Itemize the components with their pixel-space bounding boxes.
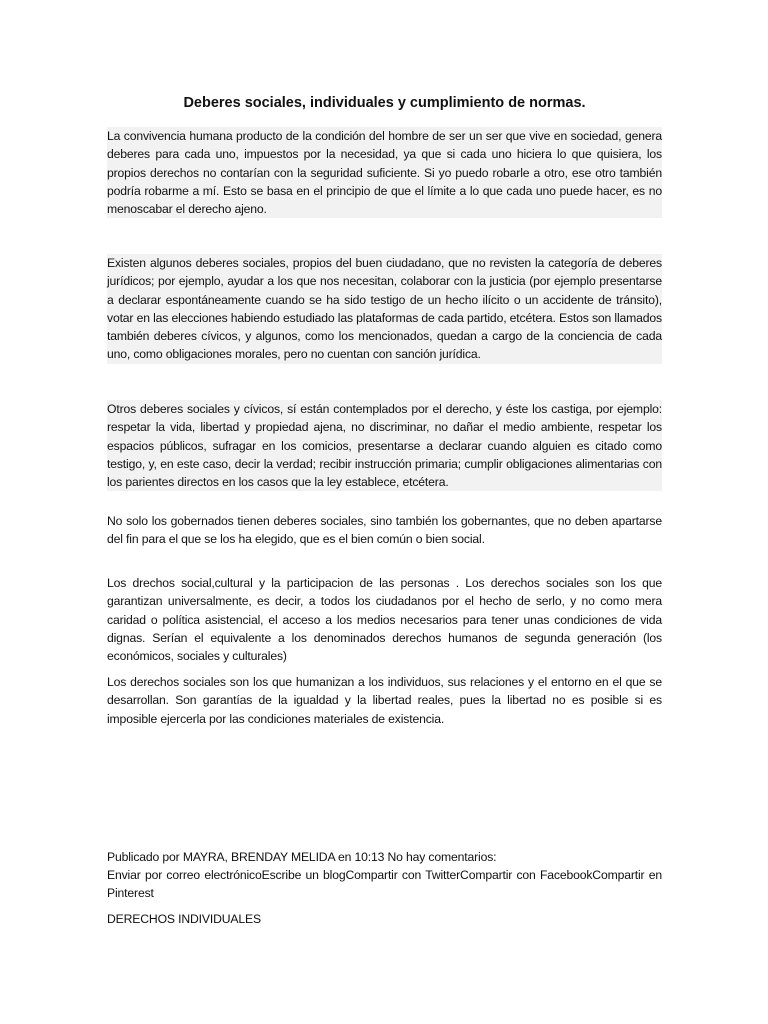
paragraph-convivencia: La convivencia humana producto de la condición del hombre de ser un ser que vive en sociedad, genera deberes para cada uno, impuestos por la necesidad, ya que si cada uno hiciera lo que quisiera, los propios derechos no contarían con la seguridad suficiente. Si yo puedo robarle a otro, ese otro también podría robarme a mí. Esto se basa en el principio de que el límite a lo que cada uno puede hacer, es no menoscabar el derecho ajeno. bbox=[107, 127, 662, 218]
section-heading-derechos-individuales: DERECHOS INDIVIDUALES bbox=[107, 912, 261, 926]
document-title: Deberes sociales, individuales y cumplimiento de normas. bbox=[183, 95, 586, 111]
paragraph-derechos-sociales: Los drechos social,cultural y la participacion de las personas . Los derechos sociales son los que garantizan universalmente, es decir, a todos los ciudadanos por el hecho de serlo, y no como mera caridad o política asistencial, el acceso a los medios necesarios para tener unas condiciones de vida dignas. Serían el equivalente a los denominados derechos humanos de segunda generación (los económicos, sociales y culturales) bbox=[107, 576, 662, 664]
paragraph-deberes-civicos: Existen algunos deberes sociales, propios del buen ciudadano, que no revisten la categoría de deberes jurídicos; por ejemplo, ayudar a los que nos necesitan, colaborar con la justicia (por ejemplo presentarse a declarar espontáneamente cuando se ha sido testigo de un hecho ilícito o un accidente de tránsito), votar en las elecciones habiendo estudiado las plataformas de cada partido, etcétera. Estos son llamados también deberes cívicos, y algunos, como los mencionados, quedan a cargo de la conciencia de cada uno, como obligaciones morales, pero no cuentan con sanción jurídica. bbox=[107, 254, 662, 364]
share-links[interactable]: Enviar por correo electrónicoEscribe un blogCompartir con TwitterCompartir con FacebookCompartir en Pinterest bbox=[107, 868, 662, 901]
published-by-line: Publicado por MAYRA, BRENDAY MELIDA en 10:13 No hay comentarios: bbox=[107, 850, 497, 864]
paragraph-gobernantes: No solo los gobernados tienen deberes sociales, sino también los gobernantes, que no deben apartarse del fin para el que se los ha elegido, que es el bien común o bien social. bbox=[107, 514, 662, 547]
paragraph-deberes-juridicos: Otros deberes sociales y cívicos, sí están contemplados por el derecho, y éste los castiga, por ejemplo: respetar la vida, libertad y propiedad ajena, no discriminar, no dañar el medio ambiente, respetar los espacios públicos, sufragar en los comicios, presentarse a declarar cuando alguien es citado como testigo, y, en este caso, decir la verdad; recibir instrucción primaria; cumplir obligaciones alimentarias con los parientes directos en los casos que la ley establece, etcétera. bbox=[107, 400, 662, 491]
paragraph-humanizan: Los derechos sociales son los que humanizan a los individuos, sus relaciones y el entorno en el que se desarrollan. Son garantías de la igualdad y la libertad reales, pues la libertad no es posible si es imposible ejercerla por las condiciones materiales de existencia. bbox=[107, 675, 662, 726]
